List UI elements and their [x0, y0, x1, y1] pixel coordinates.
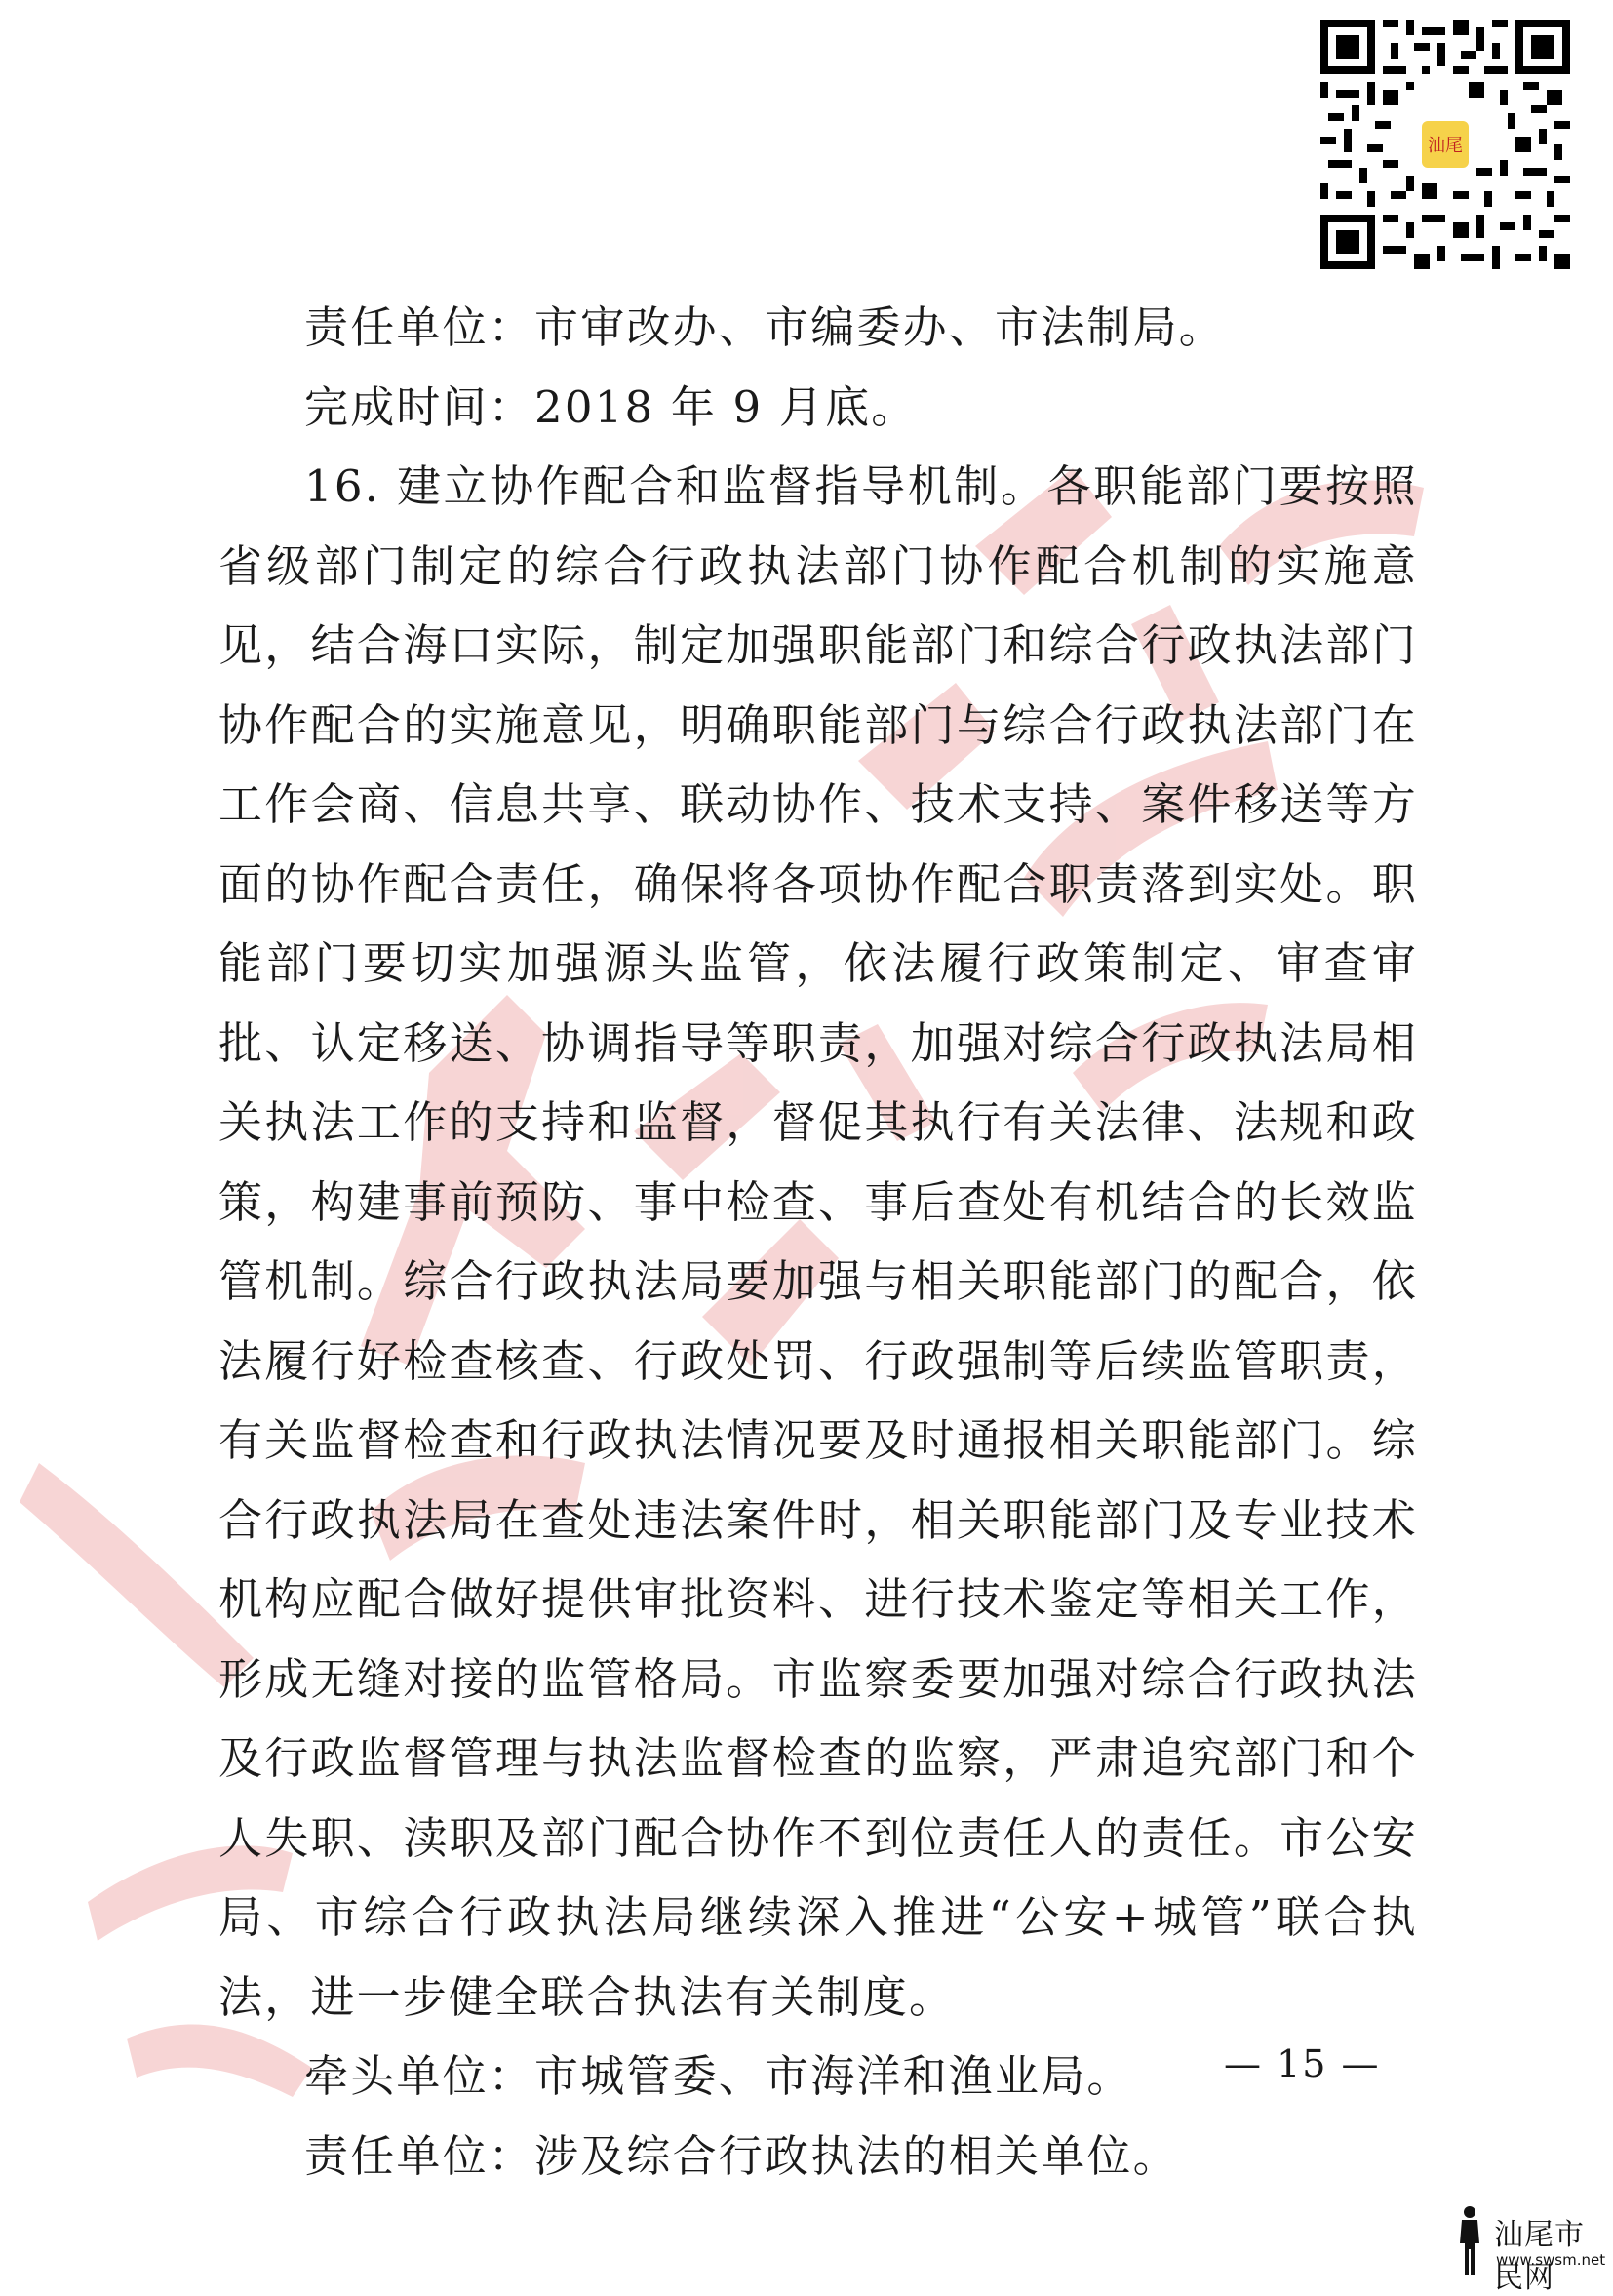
responsible-units-line: 责任单位：市审改办、市编委办、市法制局。 — [304, 301, 1226, 353]
document-body — [218, 288, 1418, 2196]
qr-logo — [1418, 117, 1473, 172]
qr-code — [1320, 20, 1570, 269]
responsible-units-line-2: 责任单位：涉及综合行政执法的相关单位。 — [304, 2129, 1179, 2182]
person-silhouette-icon — [1453, 2204, 1486, 2276]
qr-logo-text: 汕尾 — [1422, 121, 1469, 168]
completion-time-line: 完成时间：2018 年 9 月底。 — [304, 380, 918, 433]
site-url: www.swsm.net — [1496, 2251, 1606, 2269]
site-name: 汕尾市民网 — [1494, 2218, 1585, 2295]
lead-units-line: 牵头单位：市城管委、市海洋和渔业局。 — [304, 2050, 1133, 2102]
page-number: — 15 — — [1224, 2042, 1381, 2085]
item-16-paragraph: 16. 建立协作配合和监督指导机制。各职能部门要按照省级部门制定的综合行政执法部门协作配合机制的实施意见，结合海口实际，制定加强职能部门和综合行政执法部门协作配合的实施意见，明确职能部门与综合行政执法部门在工作会商、信息共享、联动协作、技术支持、案件移送等方面的协作配合责任，确保将各项协作配合职责落到实处。职能部门要切实加强源头监管，依法履行政策制定、审查审批、认定移送、协调指导等职责，加强对综合行政执法局相关执法工作的支持和监督，督促其执行有关法律、法规和政策，构建事前预防、事中检查、事后查处有机结合的长效监管机制。综合行政执法局要加强与相关职能部门的配合，依法履行好检查核查、行政处罚、行政强制等后续监管职责，有关监督检查和行政执法情况要及时通报相关职能部门。综合行政执法局在查处违法案件时，相关职能部门及专业技术机构应配合做好提供审批资料、进行技术鉴定等相关工作，形成无缝对接的监管格局。市监察委要加强对综合行政执法及行政监督管理与执法监督检查的监察，严肃追究部门和个人失职、渎职及部门配合协作不到位责任人的责任。市公安局、市综合行政执法局继续深入推进“公安+城管”联合执法，进一步健全联合执法有关制度。 — [218, 460, 1418, 2023]
site-badge — [1453, 2204, 1609, 2295]
